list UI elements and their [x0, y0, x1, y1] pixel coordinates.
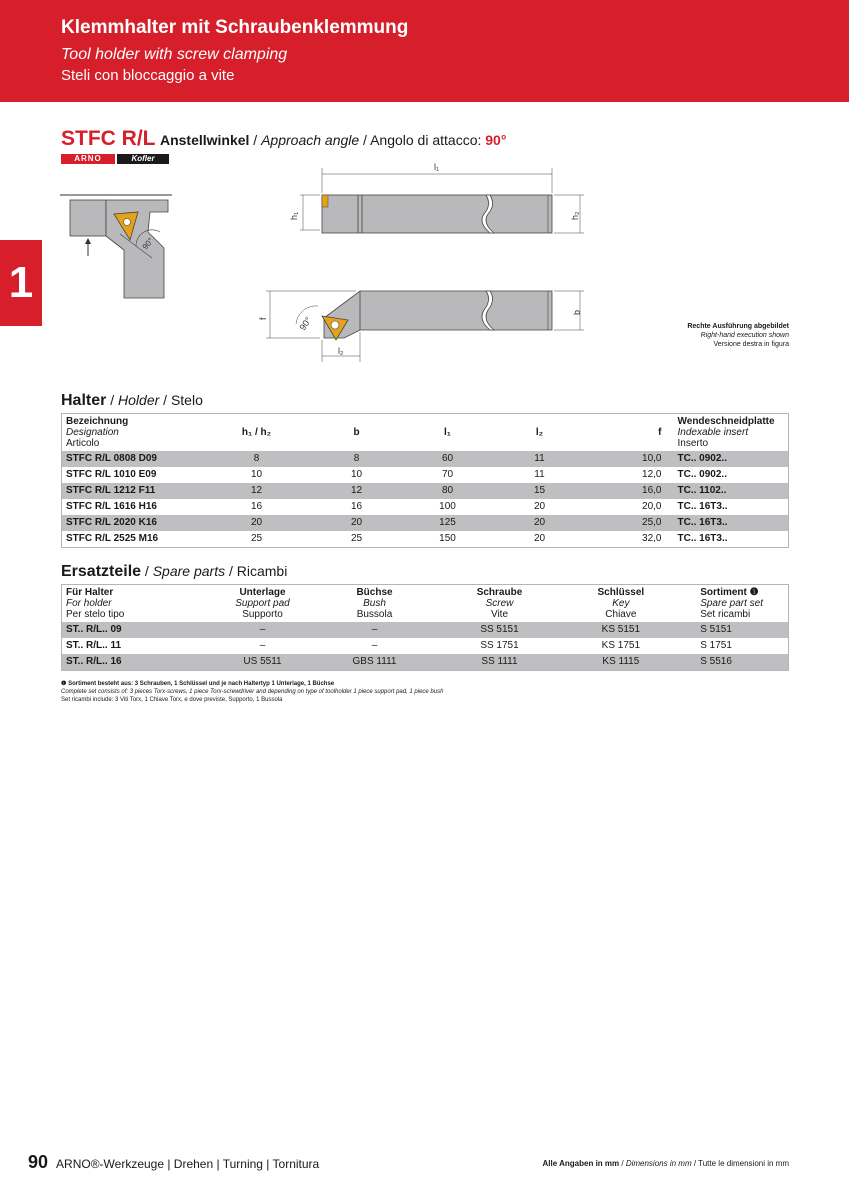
- row-pad: US 5511: [182, 654, 344, 671]
- col-screw: Schraube Screw Vite: [476, 587, 523, 620]
- row-f: 10,0: [586, 451, 666, 467]
- holder-title-de: Halter: [61, 392, 107, 409]
- row-screw: SS 1751: [480, 640, 519, 651]
- sketch-angle-label: 90°: [140, 236, 156, 252]
- holder-table-header: [62, 414, 789, 452]
- dim-f-label: f: [258, 317, 268, 320]
- header-title-it: Steli con bloccaggio a vite: [61, 67, 235, 84]
- row-bush: –: [371, 640, 378, 651]
- row-b: 20: [312, 515, 402, 531]
- table-row: [62, 499, 789, 515]
- spares-table: [61, 584, 789, 671]
- angle-label-it: Angolo di attacco:: [370, 132, 482, 148]
- execution-note-en: Right-hand execution shown: [700, 332, 789, 339]
- dim-l1-label: l₁: [434, 162, 440, 172]
- spares-title-de: Ersatzteile: [61, 563, 142, 580]
- page-footer-left: [28, 1152, 319, 1173]
- spares-section-title: Ersatzteile / Spare parts / Ricambi: [61, 563, 288, 580]
- application-sketch: [60, 195, 172, 298]
- row-bush: GBS 1111: [344, 654, 406, 671]
- row-l2: 11: [534, 469, 545, 480]
- footnote-it: Set ricambi include: 3 Viti Torx, 1 Chiave Torx, e dove previste, Supporto, 1 Bussola: [61, 697, 283, 703]
- side-view: [289, 162, 584, 233]
- page-footer-right: Alle Angaben in mm / Dimensions in mm / Tutte le dimensioni in mm: [542, 1159, 789, 1168]
- row-insert: TC.. 0902..: [677, 469, 727, 480]
- row-b: 10: [350, 469, 363, 480]
- row-h: 20: [202, 515, 312, 531]
- col-pad: Unterlage Support pad Supporto: [235, 587, 290, 620]
- table-row: [62, 483, 789, 499]
- row-code: STFC R/L 0808 D09: [62, 451, 202, 467]
- row-h: 16: [250, 501, 263, 512]
- row-f: 16,0: [586, 483, 666, 499]
- spares-title-en: Spare parts: [152, 563, 226, 579]
- angle-label-en: Approach angle: [261, 132, 360, 148]
- product-code: STFC R/L: [61, 127, 156, 150]
- row-b: 8: [312, 451, 402, 467]
- spares-table-header: [62, 585, 789, 623]
- col-holder: Für Halter For holder Per stelo tipo: [66, 587, 125, 620]
- row-set: S 1751: [700, 640, 732, 651]
- holder-title-en: Holder: [118, 392, 160, 408]
- table-row: [62, 622, 789, 638]
- angle-value: 90°: [485, 132, 507, 148]
- footnote-en: Complete set consists of: 3 pieces Torx-screws, 1 piece Torx-screwdriver and depending on type of toolholder 1 piece support pad, 1 piece bush: [61, 689, 444, 695]
- row-screw: SS 5151: [406, 622, 594, 638]
- row-l2: 11: [494, 451, 586, 467]
- holder-section-title: Halter / Holder / Stelo: [61, 392, 203, 409]
- col-l1: l₁: [444, 427, 451, 438]
- footer-units-it: Tutte le dimensioni in mm: [698, 1159, 789, 1168]
- row-insert: TC.. 16T3..: [677, 533, 728, 544]
- row-insert: TC.. 0902..: [666, 451, 789, 467]
- row-bush: –: [344, 622, 406, 638]
- col-b: b: [353, 427, 360, 438]
- row-insert: TC.. 16T3..: [666, 515, 789, 531]
- execution-note: [687, 322, 789, 349]
- row-insert: TC.. 16T3..: [677, 501, 728, 512]
- col-designation: Bezeichnung Designation Articolo: [66, 416, 129, 449]
- row-pad: –: [182, 622, 344, 638]
- chapter-tab[interactable]: 1: [0, 240, 42, 326]
- row-l1: 70: [441, 469, 454, 480]
- row-holder: ST.. R/L.. 09: [62, 622, 182, 638]
- footer-breadcrumb: ARNO®-Werkzeuge | Drehen | Turning | Tornitura: [56, 1157, 320, 1171]
- row-key: KS 1751: [601, 640, 641, 651]
- row-l2: 20: [533, 501, 546, 512]
- footnote-de: Sortiment besteht aus: 3 Schrauben, 1 Schlüssel und je nach Haltertyp 1 Unterlage, 1 Büchse: [68, 681, 335, 687]
- table-row: [62, 451, 789, 467]
- row-insert: TC.. 1102..: [666, 483, 789, 499]
- row-h: 25: [250, 533, 263, 544]
- footer-units-en: Dimensions in mm: [625, 1159, 692, 1168]
- execution-note-it: Versione destra in figura: [713, 341, 789, 348]
- dim-angle-label: 90°: [297, 315, 314, 333]
- row-f: 25,0: [586, 515, 666, 531]
- row-code: STFC R/L 1616 H16: [66, 501, 157, 512]
- row-holder: ST.. R/L.. 16: [62, 654, 182, 671]
- top-view: [258, 291, 584, 362]
- row-l2: 20: [533, 533, 546, 544]
- col-f: f: [658, 427, 662, 438]
- table-row: [62, 638, 789, 654]
- footnote: [61, 680, 443, 704]
- kofler-logo: Kofler: [117, 154, 169, 164]
- table-row: [62, 515, 789, 531]
- row-pad: –: [259, 640, 266, 651]
- row-h: 12: [202, 483, 312, 499]
- row-b: 12: [312, 483, 402, 499]
- holder-title-it: Stelo: [170, 392, 203, 408]
- footer-units-de: Alle Angaben in mm: [542, 1159, 620, 1168]
- row-l1: 125: [402, 515, 494, 531]
- col-h1h2: h₁ / h₂: [241, 427, 272, 438]
- row-l1: 100: [439, 501, 456, 512]
- col-key: Schlüssel Key Chiave: [597, 587, 645, 620]
- header-title-en: Tool holder with screw clamping: [61, 46, 288, 63]
- row-f: 32,0: [642, 533, 662, 544]
- row-b: 25: [350, 533, 363, 544]
- row-holder: ST.. R/L.. 11: [66, 640, 122, 651]
- table-row: [62, 654, 789, 671]
- row-screw: SS 1111: [406, 654, 594, 671]
- dim-b-label: b: [572, 309, 582, 315]
- dim-h1-label: h₁: [289, 211, 299, 220]
- holder-table: [61, 413, 789, 548]
- table-row: [62, 531, 789, 548]
- col-bush: Büchse Bush Bussola: [356, 587, 393, 620]
- col-l2: l₂: [535, 427, 544, 438]
- row-l2: 20: [494, 515, 586, 531]
- row-set: S 5516: [648, 654, 788, 671]
- execution-note-de: Rechte Ausführung abgebildet: [687, 323, 789, 330]
- row-l1: 60: [402, 451, 494, 467]
- row-set: S 5151: [648, 622, 788, 638]
- row-l1: 80: [402, 483, 494, 499]
- row-h: 8: [202, 451, 312, 467]
- spares-title-it: Ricambi: [236, 563, 288, 579]
- header-title-de: Klemmhalter mit Schraubenklemmung: [61, 17, 409, 38]
- footnote-marker-icon: ❶: [749, 587, 759, 598]
- arno-logo: ARNO: [61, 154, 115, 164]
- angle-label-de: Anstellwinkel: [159, 132, 250, 148]
- page-number: 90: [28, 1152, 49, 1172]
- col-set: Sortiment ❶ Spare part set Set ricambi: [700, 587, 764, 620]
- row-f: 20,0: [642, 501, 662, 512]
- row-b: 16: [350, 501, 363, 512]
- row-code: STFC R/L 1010 E09: [66, 469, 157, 480]
- product-title: STFC R/L Anstellwinkel / Approach angle / Angolo di attacco: 90°: [61, 127, 507, 150]
- dim-l2-label: l₂: [338, 346, 344, 356]
- row-l2: 15: [494, 483, 586, 499]
- row-h: 10: [250, 469, 263, 480]
- row-f: 12,0: [642, 469, 662, 480]
- footnote-marker-icon: ❶: [61, 681, 67, 687]
- row-code: STFC R/L 2525 M16: [66, 533, 159, 544]
- dim-h2-label: h₂: [570, 211, 580, 220]
- row-key: KS 5151: [594, 622, 649, 638]
- row-key: KS 1115: [594, 654, 649, 671]
- col-insert: Wendeschneidplatte Indexable insert Inserto: [677, 416, 775, 449]
- row-code: STFC R/L 1212 F11: [62, 483, 202, 499]
- row-code: STFC R/L 2020 K16: [62, 515, 202, 531]
- table-row: [62, 467, 789, 483]
- row-l1: 150: [439, 533, 456, 544]
